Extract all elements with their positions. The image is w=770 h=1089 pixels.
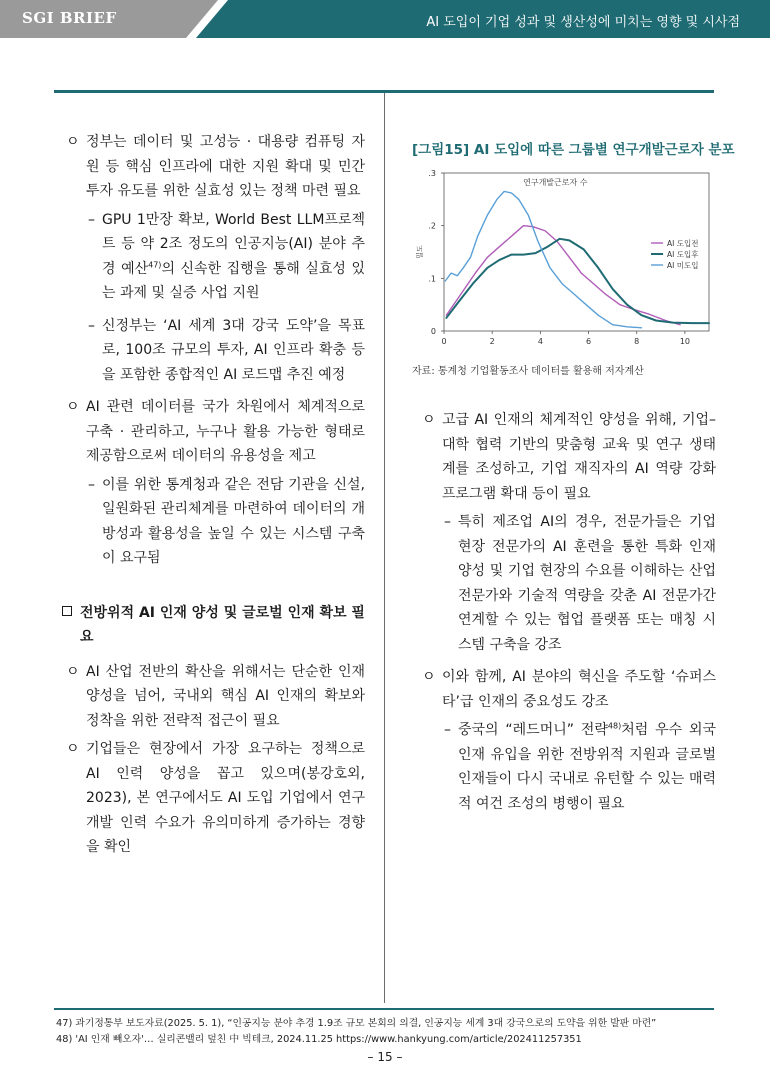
figure-title: [그림15] AI 도입에 따른 그룹별 연구개발근로자 분포 <box>412 142 735 158</box>
bullet-text: 정부는 데이터 및 고성능 · 대용량 컴퓨팅 자원 등 핵심 인프라에 대한 지원 확대 및 민간 투자 유도를 위한 실효성 있는 정책 마련 필요 <box>86 134 365 199</box>
bullet-item <box>418 408 716 506</box>
page-header <box>0 0 770 38</box>
y-tick-label: .2 <box>428 221 436 231</box>
checkbox-square-icon <box>62 606 72 616</box>
sub-bullet-item <box>62 314 365 388</box>
bullet-text: GPU 1만장 확보, World Best LLM프로젝트 등 약 2조 정도의 인공지능(AI) 분야 추경 예산 <box>102 211 365 277</box>
bullet-marker: ㅇ <box>66 134 80 150</box>
legend-label: AI 미도입 <box>667 261 699 270</box>
bullet-marker: ㅇ <box>422 669 436 685</box>
bullet-text: 이를 위한 통계청과 같은 전담 기관을 신설, 일원화된 관리체계를 마련하여 데이터의 개방성과 활용성을 높일 수 있는 시스템 구축이 요구됨 <box>102 476 365 566</box>
dash-marker: – <box>88 317 95 334</box>
bullet-item <box>62 737 365 860</box>
dash-marker: – <box>444 514 451 530</box>
dash-marker: – <box>88 476 95 493</box>
column-divider <box>384 93 385 1003</box>
section-heading-text: 전방위적 AI 인재 양성 및 글로벌 인재 확보 필요 <box>80 604 365 645</box>
bullet-text: 의 신속한 집행을 통해 실효성 있는 과제 및 실증 사업 지원 <box>102 260 365 301</box>
figure-source: 자료: 통계청 기업활동조사 데이터를 활용해 저자계산 <box>412 366 644 377</box>
legend-label: AI 도입후 <box>667 250 699 259</box>
bullet-item <box>62 130 365 204</box>
x-tick-label: 8 <box>634 337 640 346</box>
page-number: – 15 – <box>367 1050 403 1064</box>
footnotes <box>56 1016 756 1048</box>
footnote-47: 47) 과기정통부 보도자료(2025. 5. 1), “인공지능 분야 추경 1.9조 규모 본회의 의결, 인공지능 세계 3대 강국으로의 도약을 위한 발판 마련” <box>56 1018 657 1029</box>
bullet-marker: ㅇ <box>66 741 80 757</box>
legend-label: AI 도입전 <box>667 239 699 248</box>
header-title: AI 도입이 기업 성과 및 생산성에 미치는 영향 및 시사점 <box>426 15 740 30</box>
bullet-item <box>62 395 365 469</box>
footnote-ref[interactable]: 48) <box>607 721 622 731</box>
x-tick-label: 6 <box>585 337 592 346</box>
brand-label: SGI BRIEF <box>22 9 117 27</box>
section-heading <box>62 601 365 650</box>
sub-bullet-item <box>62 208 365 306</box>
bullet-text: 중국의 “레드머니” 전략 <box>458 722 608 738</box>
bullet-text: 처럼 우수 외국인재 유입을 위한 전방위적 지원과 글로벌 인재들이 다시 국내로 유턴할 수 있는 매력적 여건 조성의 병행이 필요 <box>458 722 717 812</box>
bullet-text: 이와 함께, AI 분야의 혁신을 주도할 ‘슈퍼스타’급 인재의 중요성도 강조 <box>442 669 716 710</box>
y-tick-label: .1 <box>428 274 436 284</box>
sub-bullet-item <box>418 510 716 657</box>
left-column <box>62 130 365 864</box>
y-tick-label: .3 <box>428 169 436 178</box>
dash-marker: – <box>444 722 451 738</box>
bullet-text: 신정부는 ‘AI 세계 3대 강국 도약’을 목표로, 100조 규모의 투자, AI 인프라 확충 등을 포함한 종합적인 AI 로드맵 추진 예정 <box>102 317 365 383</box>
bullet-text: 기업들은 현장에서 가장 요구하는 정책으로 AI 인력 양성을 꼽고 있으며(봉강호외, 2023), 본 연구에서도 AI 도입 기업에서 연구개발 인력 수요가 유의미하게 증가하는 경향을 확인 <box>86 741 365 855</box>
chart-title: 연구개발근로자 수 <box>523 178 588 187</box>
x-tick-label: 4 <box>537 337 543 346</box>
y-axis-label: 밀도 <box>416 245 424 259</box>
sub-bullet-item <box>418 718 716 816</box>
x-tick-label: 0 <box>441 337 447 346</box>
y-tick-label: 0 <box>430 327 436 336</box>
bullet-marker: ㅇ <box>422 412 436 428</box>
bullet-marker: ㅇ <box>66 663 80 680</box>
bottom-rule <box>54 1008 714 1010</box>
x-tick-label: 10 <box>679 337 691 346</box>
bullet-item <box>418 665 716 714</box>
footnote-ref[interactable]: 47) <box>148 259 162 269</box>
bullet-text: AI 산업 전반의 확산을 위해서는 단순한 인재 양성을 넘어, 국내외 핵심 AI 인재의 확보와 정착을 위한 전략적 접근이 필요 <box>86 663 365 729</box>
dash-marker: – <box>88 211 95 228</box>
x-tick-label: 2 <box>489 337 495 346</box>
bullet-text: AI 관련 데이터를 국가 차원에서 체계적으로 구축 · 관리하고, 누구나 활용 가능한 형태로 제공함으로써 데이터의 유용성을 제고 <box>86 399 365 464</box>
bullet-marker: ㅇ <box>66 399 80 415</box>
bullet-text: 특히 제조업 AI의 경우, 전문가들은 기업 현장 전문가의 AI 훈련을 통한 특화 인재 양성 및 기업 현장의 수요를 이해하는 산업 전문가와 기술적 역량을 갖춘 AI 전문가간 연계할 수 있는 협업 플랫폼 또는 매칭 시스템 구축을 강조 <box>458 514 716 653</box>
sub-bullet-item <box>62 473 365 571</box>
density-chart <box>412 165 717 355</box>
footnote-48: 48) 'AI 인재 빼오자'… 실리콘밸리 덮친 中 빅테크, 2024.11.25 https://www.hankyung.com/article/202411257351 <box>56 1034 582 1045</box>
right-column <box>418 408 716 824</box>
bullet-text: 고급 AI 인재의 체계적인 양성을 위해, 기업–대학 협력 기반의 맞춤형 교육 및 연구 생태계를 조성하고, 기업 재직자의 AI 역량 강화 프로그램 확대 등이 필요 <box>442 412 716 502</box>
bullet-item <box>62 660 365 734</box>
